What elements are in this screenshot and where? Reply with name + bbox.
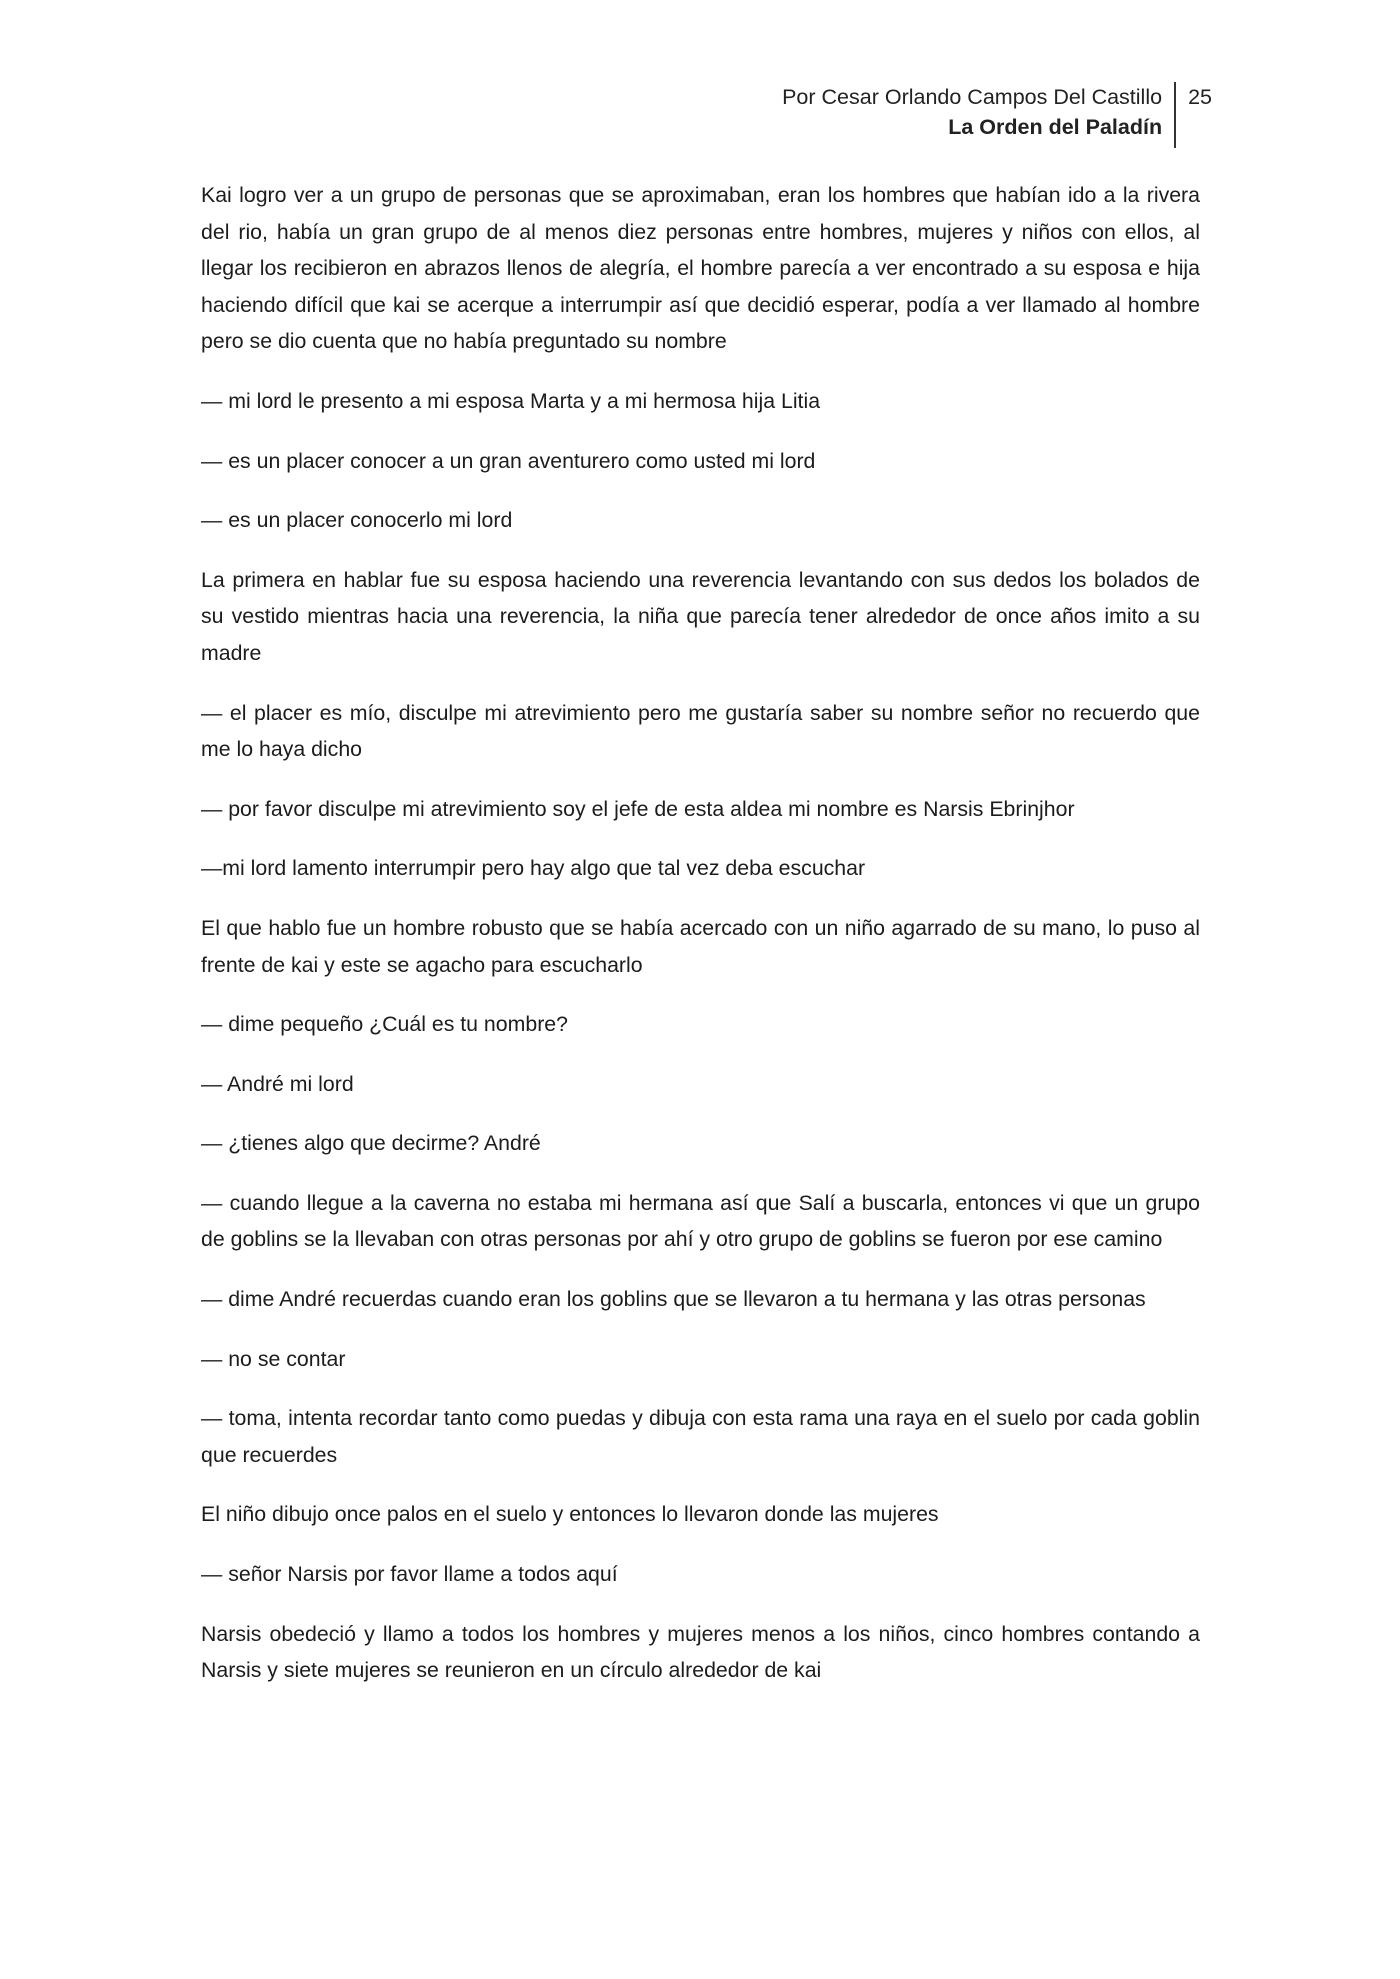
paragraph: Narsis obedeció y llamo a todos los hombres y mujeres menos a los niños, cinco hombres contando a Narsis y siete mujeres se reunieron en un círculo alrededor de kai xyxy=(201,1621,1200,1683)
paragraph: El niño dibujo once palos en el suelo y entonces lo llevaron donde las mujeres xyxy=(201,1502,939,1527)
body-text xyxy=(201,177,1200,1712)
header-author: Por Cesar Orlando Campos Del Castillo xyxy=(782,85,1163,109)
dialogue-line: — dime pequeño ¿Cuál es tu nombre? xyxy=(201,1012,568,1037)
dialogue-line: — es un placer conocerlo mi lord xyxy=(201,508,513,533)
header-book-title: La Orden del Paladín xyxy=(948,115,1163,139)
paragraph: Kai logro ver a un grupo de personas que se aproximaban, eran los hombres que habían ido a la rivera del rio, había un gran grupo de al menos diez personas entre hombres, mujeres y niños con ellos, al llegar los recibieron en abrazos llenos de alegría, el hombre parecía a ver encontrado a su esposa e hija haciendo difícil que kai se acerque a interrumpir así que decidió esperar, podía a ver llamado al hombre pero se dio cuenta que no había preguntado su nombre xyxy=(201,183,1200,354)
paragraph: La primera en hablar fue su esposa haciendo una reverencia levantando con sus dedos los bolados de su vestido mientras hacia una reverencia, la niña que parecía tener alrededor de once años imito a su madre xyxy=(201,567,1200,665)
header-text-block xyxy=(782,82,1174,142)
dialogue-line: — mi lord le presento a mi esposa Marta y a mi hermosa hija Litia xyxy=(201,388,821,413)
dialogue-line: — no se contar xyxy=(201,1346,346,1371)
dialogue-line: — dime André recuerdas cuando eran los goblins que se llevaron a tu hermana y las otras personas xyxy=(201,1287,1146,1312)
dialogue-line: — el placer es mío, disculpe mi atrevimiento pero me gustaría saber su nombre señor no recuerdo que me lo haya dicho xyxy=(201,700,1200,762)
page-header xyxy=(782,82,1212,148)
page-number: 25 xyxy=(1188,85,1212,109)
dialogue-line: — cuando llegue a la caverna no estaba mi hermana así que Salí a buscarla, entonces vi que un grupo de goblins se la llevaban con otras personas por ahí y otro grupo de goblins se fueron por ese camino xyxy=(201,1190,1200,1252)
dialogue-line: — por favor disculpe mi atrevimiento soy el jefe de esta aldea mi nombre es Narsis Ebrinjhor xyxy=(201,796,1075,821)
dialogue-line: — señor Narsis por favor llame a todos aquí xyxy=(201,1562,618,1587)
paragraph: El que hablo fue un hombre robusto que se había acercado con un niño agarrado de su mano, lo puso al frente de kai y este se agacho para escucharlo xyxy=(201,915,1200,977)
dialogue-line: — André mi lord xyxy=(201,1071,354,1096)
dialogue-line: —mi lord lamento interrumpir pero hay algo que tal vez deba escuchar xyxy=(201,856,866,881)
dialogue-line: — ¿tienes algo que decirme? André xyxy=(201,1131,541,1156)
dialogue-line: — es un placer conocer a un gran aventurero como usted mi lord xyxy=(201,448,816,473)
dialogue-line: — toma, intenta recordar tanto como puedas y dibuja con esta rama una raya en el suelo por cada goblin que recuerdes xyxy=(201,1406,1200,1467)
